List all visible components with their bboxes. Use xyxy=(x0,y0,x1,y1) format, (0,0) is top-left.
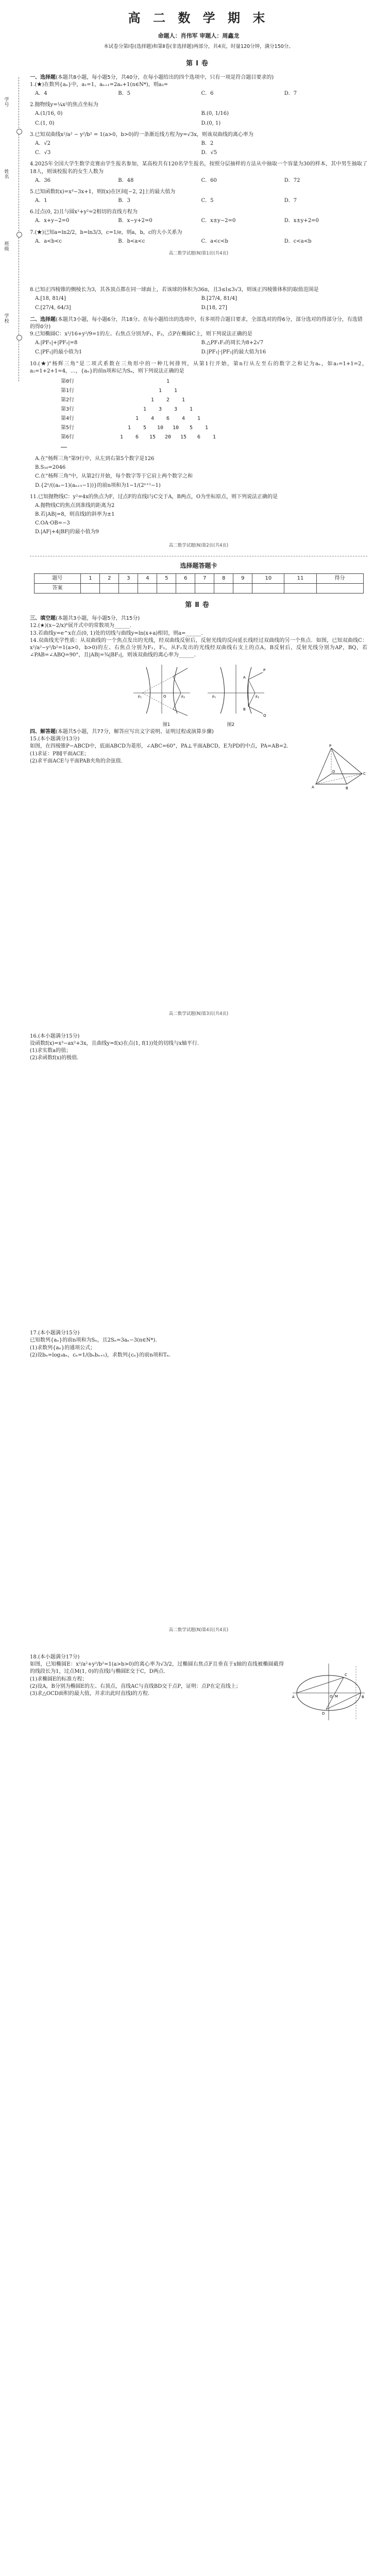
options-q3 xyxy=(35,140,367,157)
sidebar-label-school: 学校 xyxy=(4,314,9,324)
pascal-number: 1 xyxy=(127,425,131,431)
sidebar-label-class: 班级 xyxy=(4,242,9,252)
answer-card-table xyxy=(34,573,364,594)
option: C.|PF₁|的最小值为1 xyxy=(35,349,82,355)
label-a: A xyxy=(312,785,314,790)
pascal-row xyxy=(61,443,367,452)
question-11: 11.已知抛物线C：y²=4x的焦点为F，过点F的直线l与C交于A，B两点，O为坐标原点，则下列说法正确的是 xyxy=(30,494,278,500)
pascal-row xyxy=(61,406,367,415)
question-15-head: 15.(本小题满分13分) xyxy=(30,736,80,742)
question-18-part-2: (2)设A，B分别为椭圆E的左、右顶点，直线AC与直线BD交于点P，证明：点P在定直线上； xyxy=(30,1683,241,1689)
option: D．7 xyxy=(284,198,297,204)
page-footer-4: 高二数学试题(N)第4页(共4页) xyxy=(168,1628,229,1633)
question-12: 12.(★)(x−2/x)⁶展开式中的常数项为______． xyxy=(30,623,135,629)
option: B．5 xyxy=(118,91,130,96)
answer-card-cell: 答案 xyxy=(34,583,81,593)
volume-2-heading: 第Ⅱ卷 xyxy=(185,601,212,609)
question-7: 7.(★)已知a=ln2/2，b=ln3/3，c=1/e，则a，b，c的大小关系为 xyxy=(30,229,182,235)
pascal-number: 10 xyxy=(172,425,179,431)
question-9: 9.已知椭圆C：x²/16+y²/9=1的左、右焦点分别为F₁，F₂，点P在椭圆C上，则下列说法正确的是 xyxy=(30,331,252,337)
label-f1: F₁ xyxy=(212,695,216,700)
answer-card-number: 5 xyxy=(157,573,176,583)
question-15-body xyxy=(30,743,367,794)
pascal-number: 2 xyxy=(166,397,170,403)
option: C．x±y−2=0 xyxy=(201,218,236,224)
options-q11 xyxy=(35,502,367,536)
question-16-head: 16.(本小题满分15分) xyxy=(30,1033,80,1039)
option: D．7 xyxy=(284,91,297,96)
hole-icon xyxy=(16,335,22,341)
option: A.抛物线C的焦点到准线的距离为2 xyxy=(35,502,115,509)
question-5: 5.已知函数f(x)=x³−3x+1，则f(x)在区间[−2, 2]上的最大值为 xyxy=(30,189,176,195)
hyperbola-figure-2 xyxy=(205,662,267,719)
option: A．1 xyxy=(35,198,47,204)
binding-margin xyxy=(3,77,22,381)
question-16-part-2: (2)求函数f(x)的极值． xyxy=(30,1055,82,1061)
option: A．x+y−2=0 xyxy=(35,218,70,224)
options-q7 xyxy=(35,238,367,245)
option: C．a<c<b xyxy=(201,238,228,244)
exam-title: 高 二 数 学 期 末 xyxy=(128,11,269,25)
option: D．c<a<b xyxy=(284,238,312,244)
answer-card-number: 1 xyxy=(81,573,100,583)
question-10: 10.(★)"杨辉三角"是二项式系数在三角形中的一种几何排列，从第1行开始，第n行从左至右的数字之和记为aₙ，如a₁=1+1=2，a₂=1+2+1=4，…，{aₙ}的前n项和记为Sₙ，则下列说法正确的是 xyxy=(30,361,367,374)
caption-fig1: 图1 xyxy=(162,722,171,728)
answer-card-score-label: 得分 xyxy=(316,573,363,583)
section-4-heading: 四、解答题(本题共5小题，共77分，解答应写出文字说明、证明过程或演算步骤) xyxy=(30,729,214,735)
pascal-number: 6 xyxy=(135,434,139,440)
section-1-heading: 一、选择题(本题共8小题，每小题5分，共40分，在每小题给出的四个选项中，只有一项是符合题目要求的) xyxy=(30,74,274,80)
options-q10 xyxy=(35,455,367,489)
exam-notice: 本试卷分第Ⅰ卷(选择题)和第Ⅱ卷(非选择题)两部分，共4页，时量120分钟，满分150分。 xyxy=(104,43,294,49)
answer-card-number: 8 xyxy=(214,573,233,583)
answer-card-answer-cell[interactable] xyxy=(195,583,214,593)
page-footer-1: 高二数学试题(N)第1页(共4页) xyxy=(168,251,229,256)
option: D．x±y+2=0 xyxy=(284,218,319,224)
pascal-number: 5 xyxy=(143,425,147,431)
options-q8 xyxy=(35,295,367,312)
answer-card-number: 9 xyxy=(233,573,252,583)
pascal-number: 4 xyxy=(181,415,185,421)
option: C.[27/4, 64/3] xyxy=(35,305,71,311)
ellipse-figure xyxy=(290,1661,367,1723)
answer-card-answer-cell[interactable] xyxy=(284,583,316,593)
option: B.[27/4, 81/4] xyxy=(201,296,237,302)
hole-icon xyxy=(16,129,22,134)
question-18-part-1: (1)求椭圆E的标准方程； xyxy=(30,1676,88,1682)
pascal-row-label: 第3行 xyxy=(61,406,75,412)
answer-space xyxy=(30,1359,367,1627)
answer-space xyxy=(30,1062,367,1330)
option: D.|PF₁|·|PF₂|的最大值为16 xyxy=(201,349,266,355)
option: A.(1/16, 0) xyxy=(35,111,63,117)
pascal-number: 1 xyxy=(212,434,216,440)
question-17-part-1: (1)求数列{aₙ}的通项公式； xyxy=(30,1345,96,1351)
pascal-number: 4 xyxy=(150,415,155,421)
pascal-row xyxy=(61,378,367,387)
label-d: D xyxy=(332,770,335,774)
option: D.[18, 27] xyxy=(201,305,227,311)
option: D.(0, 1) xyxy=(201,120,221,126)
label-p: P xyxy=(263,668,265,673)
option: D.|AF|+4|BF|的最小值为9 xyxy=(35,529,99,535)
pascal-number: 1 xyxy=(135,415,139,421)
options-q9 xyxy=(35,340,367,356)
answer-card-number: 2 xyxy=(100,573,119,583)
question-4: 4.2025年全国大学生数学竞赛由学生报名参加，某高校共有120名学生报名，按照分层抽样的方法从中抽取一个容量为30的样本，其中男生抽取了18人，则该校报名的女生人数为 xyxy=(30,161,367,175)
pascal-number: 1 xyxy=(158,387,162,394)
options-q4 xyxy=(35,177,367,184)
answer-card-number-row xyxy=(34,573,363,583)
option: B．x−y+2=0 xyxy=(118,218,152,224)
pascal-row xyxy=(61,397,367,406)
answer-card-answer-cell[interactable] xyxy=(252,583,284,593)
answer-card-number: 3 xyxy=(119,573,138,583)
page-cut-line xyxy=(30,549,367,556)
option: A．4 xyxy=(35,91,47,96)
label-m: M xyxy=(335,1694,338,1699)
sidebar-label-name: 姓名 xyxy=(4,170,9,180)
answer-card-answer-cell[interactable] xyxy=(138,583,157,593)
pascal-row xyxy=(61,434,367,443)
option: A．36 xyxy=(35,177,50,183)
pascal-number: 1 xyxy=(197,415,201,421)
option: B．3 xyxy=(118,198,130,204)
question-14: 14.双曲线光学性质：从双曲线的一个焦点发出的光线，经双曲线反射后，反射光线的反向延长线经过双曲线的另一个焦点．如图，已知双曲线C：x²/a²−y²/b²=1(a>0，b>0)的左、右焦点分别为F₁，F₂，从F₂发出的光线经双曲线右支上的点A，B反射后，反射光线分别为AP，BQ，若∠PAB=∠ABQ=90°，且|AB|=¾|BF₂|，则该双曲线的离心率为______． xyxy=(30,637,367,658)
label-f2: F₂ xyxy=(255,695,259,700)
pascal-number: 1 xyxy=(166,378,170,384)
option: C．5 xyxy=(201,198,214,204)
question-17-head: 17.(本小题满分15分) xyxy=(30,1330,80,1336)
question-1: 1.(★)在数列{aₙ}中，a₁=1，aₙ₊₁=2aₙ+1(n∈N*)，则a₃= xyxy=(30,81,168,88)
option: C.(1, 0) xyxy=(35,120,55,126)
pascal-number: 1 xyxy=(181,397,185,403)
answer-space xyxy=(30,1723,367,1841)
option: D．72 xyxy=(284,177,300,183)
option: B．2 xyxy=(201,140,214,146)
answer-card-answer-cell[interactable] xyxy=(100,583,119,593)
pascal-row-label: 第5行 xyxy=(61,425,75,431)
answer-card-answer-cell[interactable] xyxy=(214,583,233,593)
pascal-number: 1 xyxy=(143,406,147,412)
page-footer-2: 高二数学试题(N)第2页(共4页) xyxy=(168,543,229,548)
answer-card-answer-cell[interactable] xyxy=(119,583,138,593)
question-18-body xyxy=(30,1661,367,1723)
question-8: 8.已知正四棱锥的侧棱长为3，其各顶点都在同一球面上，若该球的体积为36π，且3≤l≤3√3，则该正四棱锥体积的取值范围是 xyxy=(30,287,319,293)
label-c: C xyxy=(363,772,366,776)
volume-1-heading: 第Ⅰ卷 xyxy=(186,60,211,68)
options-q6 xyxy=(35,217,367,225)
pascal-number: 20 xyxy=(164,434,172,440)
pascal-row xyxy=(61,387,367,397)
pascal-number: 15 xyxy=(149,434,156,440)
option: B．48 xyxy=(118,177,134,183)
pascal-row-label: 第1行 xyxy=(61,387,75,394)
question-17-text: 已知数列{aₙ}的前n项和为Sₙ，且2Sₙ=3aₙ−3(n∈N*)． xyxy=(30,1337,161,1344)
answer-card-answer-cell[interactable] xyxy=(81,583,100,593)
pascal-row-label: 第6行 xyxy=(61,434,75,440)
section-2-heading: 二、选择题(本题共3小题，每小题6分，共18分。在每小题给出的选项中，有多项符合题目要求，全部选对的得6分，部分选对的得部分分，有选错的得0分) xyxy=(30,316,363,330)
answer-card-title: 选择题答题卡 xyxy=(180,562,217,569)
label-q: Q xyxy=(263,714,266,718)
pascal-number: 1 xyxy=(174,387,178,394)
question-6: 6.过点(0, 2)且与圆x²+y²=2相切的直线方程为 xyxy=(30,209,138,215)
question-16-text: 设函数f(x)=x³−ax²+3x，且曲线y=f(x)在点(1, f(1))处的切线与x轴平行． xyxy=(30,1040,202,1046)
author-line: 命题人：肖伟军 审题人：周鑫龙 xyxy=(158,32,240,40)
pascal-number: 3 xyxy=(174,406,178,412)
option: B.(0, 1/16) xyxy=(201,111,229,117)
answer-card-cell: 题号 xyxy=(34,573,81,583)
label-origin: O xyxy=(163,694,166,699)
pascal-row xyxy=(61,415,367,425)
answer-card-answer-cell[interactable] xyxy=(233,583,252,593)
pascal-number: 1 xyxy=(150,397,155,403)
answer-card-answer-cell[interactable] xyxy=(176,583,195,593)
pascal-triangle xyxy=(61,378,367,452)
option: A.|PF₁|+|PF₂|=8 xyxy=(35,340,78,346)
sidebar-label-number: 学号 xyxy=(4,97,9,108)
pascal-row xyxy=(61,425,367,434)
label-p: P xyxy=(329,744,332,749)
question-18-text: 如图，已知椭圆E：x²/a²+y²/b²=1(a>b>0)的离心率为√3/2，过椭圆右焦点F且垂直于x轴的直线被椭圆截得的线段长为1，过点M(1, 0)的直线l与椭圆E交于C，D两点． xyxy=(30,1662,284,1675)
hole-icon xyxy=(16,232,22,238)
option: A．√2 xyxy=(35,140,50,146)
page-footer-3: 高二数学试题(N)第3页(共4页) xyxy=(168,1011,229,1017)
option: B.△PF₁F₂的周长为8+2√7 xyxy=(201,340,264,346)
answer-card-answer-row xyxy=(34,583,363,593)
pascal-number: 1 xyxy=(189,406,193,412)
question-2: 2.抛物线y=¼x²的焦点坐标为 xyxy=(30,102,98,108)
answer-card-score-cell[interactable] xyxy=(316,583,363,593)
option: A.[18, 81/4] xyxy=(35,296,66,302)
options-q5 xyxy=(35,197,367,205)
caption-fig2: 图2 xyxy=(227,722,235,728)
pascal-number: 1 xyxy=(205,425,209,431)
question-15-part-1: (1)求证：PB∥平面ACE； xyxy=(30,751,90,757)
answer-card-answer-cell[interactable] xyxy=(157,583,176,593)
options-q2 xyxy=(35,110,367,127)
label-origin: O xyxy=(330,1694,333,1699)
label-b: B xyxy=(243,707,246,712)
hyperbola-figure-1 xyxy=(131,662,193,719)
label-f1: F₁ xyxy=(138,695,142,700)
option: C.在"杨辉三角"中，从第2行开始，每个数字等于它肩上两个数字之和 xyxy=(35,473,193,480)
answer-space xyxy=(30,794,367,1011)
label-b: B xyxy=(346,786,348,791)
pascal-number: 15 xyxy=(180,434,187,440)
pascal-number: 6 xyxy=(166,415,170,421)
option: B.S₁₀=2046 xyxy=(35,465,66,471)
label-d: D xyxy=(322,1711,325,1716)
question-3: 3.已知双曲线x²/a² − y²/b² = 1(a>0，b>0)的一条渐近线方程为y=√3x，则该双曲线的离心率为 xyxy=(30,131,253,138)
figure-captions xyxy=(30,722,367,728)
option: C.OA·OB=−3 xyxy=(35,520,70,527)
pascal-row-label: 第4行 xyxy=(61,415,75,421)
pascal-number: 1 xyxy=(120,434,124,440)
pascal-number: 5 xyxy=(189,425,193,431)
question-18-part-3: (3)求△OCD面积的最大值，并求出此时直线l的方程． xyxy=(30,1691,153,1697)
pascal-number: 3 xyxy=(158,406,162,412)
question-15-part-2: (2)求平面ACE与平面PAB夹角的余弦值． xyxy=(30,758,126,764)
option: D．√5 xyxy=(201,150,217,156)
option: A．a<b<c xyxy=(35,238,62,244)
pascal-number: 6 xyxy=(197,434,201,440)
label-a: A xyxy=(243,675,246,680)
question-18-head: 18.(本小题满分17分) xyxy=(30,1654,80,1660)
answer-card-number: 6 xyxy=(176,573,195,583)
option: B.若|AB|=8，则直线l的斜率为±1 xyxy=(35,512,115,518)
question-16-part-1: (1)求实数a的值； xyxy=(30,1047,72,1054)
pascal-number: 10 xyxy=(157,425,164,431)
pyramid-figure xyxy=(311,743,367,794)
label-a: A xyxy=(292,1695,295,1700)
answer-card-number: 11 xyxy=(284,573,316,583)
hyperbola-figures xyxy=(30,662,367,719)
options-q1 xyxy=(35,90,367,97)
answer-card-number: 7 xyxy=(195,573,214,583)
pascal-row-label: 第2行 xyxy=(61,397,75,403)
pascal-row-label: …… xyxy=(61,443,67,449)
label-c: C xyxy=(345,1673,347,1677)
answer-card-number: 4 xyxy=(138,573,157,583)
option: A.在"杨辉三角"第9行中，从左到右第5个数字是126 xyxy=(35,455,155,462)
label-b: B xyxy=(362,1695,364,1700)
section-3-heading: 三、填空题(本题共3小题，每小题5分，共15分) xyxy=(30,616,140,622)
label-f2: F₂ xyxy=(181,695,185,700)
option: C．√3 xyxy=(35,150,51,156)
option: D.{2ⁿ/((aₙ−1)(aₙ₊₁−1))}的前n项和为1−1/(2ⁿ⁺¹−1) xyxy=(35,482,161,488)
question-13: 13.若曲线y=e^x在点(0, 1)处的切线与曲线y=ln(x+a)相切，则a=______． xyxy=(30,630,207,636)
question-17-part-2: (2)设bₙ=log₃aₙ，cₙ=1/(bₙbₙ₊₁)，求数列{cₙ}的前n项和Tₙ． xyxy=(30,1352,174,1358)
answer-card-number: 10 xyxy=(252,573,284,583)
option: C．60 xyxy=(201,177,217,183)
pascal-row-label: 第0行 xyxy=(61,378,75,384)
question-15-text: 如图，在四棱锥P−ABCD中，底面ABCD为菱形，∠ABC=60°，PA⊥平面ABCD，E为PD的中点，PA=AB=2． xyxy=(30,743,292,750)
option: C．6 xyxy=(201,91,214,96)
option: B．b<a<c xyxy=(118,238,145,244)
